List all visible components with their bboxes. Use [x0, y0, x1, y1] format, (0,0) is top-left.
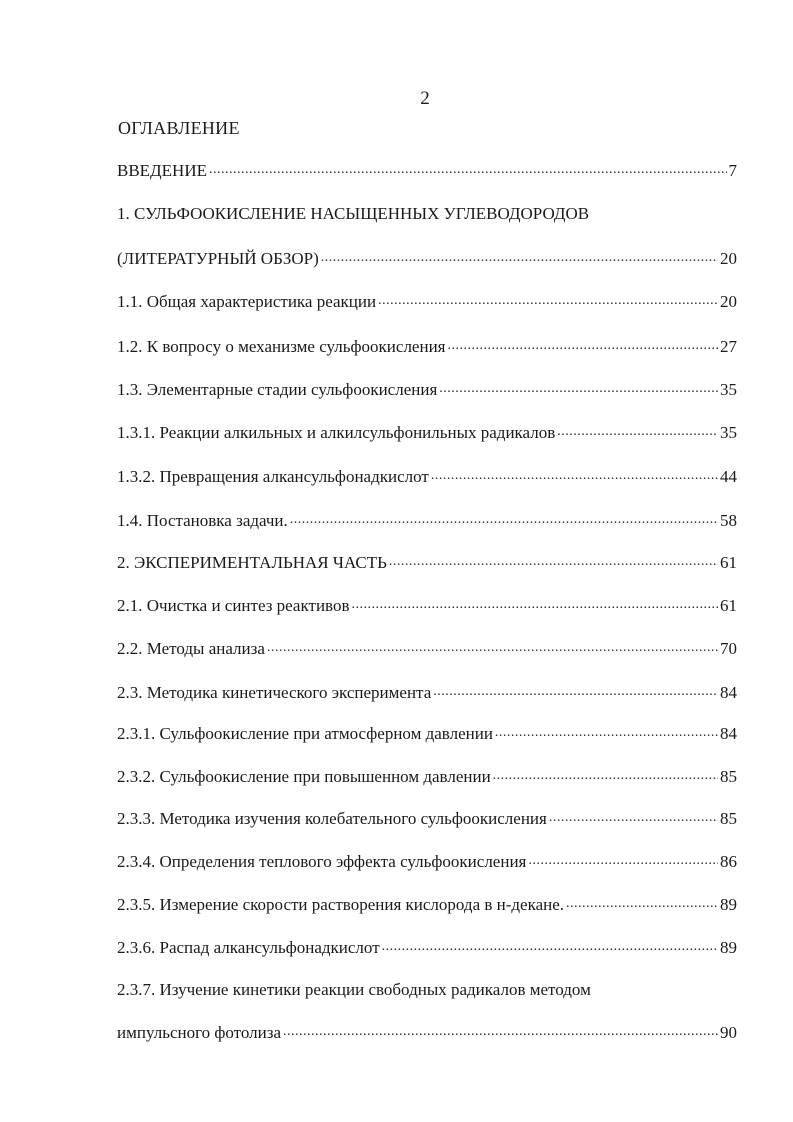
- dot-leader: [433, 684, 718, 698]
- toc-entry-page: 86: [720, 852, 737, 871]
- dot-leader: [431, 468, 718, 482]
- toc-entry-label: 1.3.2. Превращения алкансульфонадкислот: [117, 467, 429, 486]
- toc-entry-1-4[interactable]: [117, 510, 737, 532]
- toc-entry-page: 35: [720, 380, 737, 399]
- toc-entry-chapter-1[interactable]: [117, 203, 589, 225]
- toc-entry-2-3-5[interactable]: [117, 894, 737, 916]
- toc-entry-2-3-4[interactable]: [117, 851, 737, 873]
- toc-entry-label: (ЛИТЕРАТУРНЫЙ ОБЗОР): [117, 249, 319, 268]
- dot-leader: [389, 554, 718, 568]
- toc-entry-label: 2.3.3. Методика изучения колебательного сульфоокисления: [117, 809, 547, 828]
- toc-entry-page: 27: [720, 337, 737, 356]
- toc-entry-2-3-6[interactable]: [117, 937, 737, 959]
- dot-leader: [493, 768, 718, 782]
- toc-entry-page: 61: [720, 596, 737, 615]
- toc-entry-2-3-7-continued[interactable]: [117, 1022, 737, 1044]
- toc-entry-label: 2.3.7. Изучение кинетики реакции свободных радикалов методом: [117, 980, 591, 999]
- toc-entry-page: 89: [720, 895, 737, 914]
- dot-leader: [448, 338, 719, 352]
- dot-leader: [557, 424, 718, 438]
- toc-entry-label: 1. СУЛЬФООКИСЛЕНИЕ НАСЫЩЕННЫХ УГЛЕВОДОРОДОВ: [117, 204, 590, 223]
- dot-leader: [495, 725, 718, 739]
- toc-entry-label: ВВЕДЕНИЕ: [117, 161, 207, 180]
- toc-entry-page: 7: [728, 161, 737, 180]
- dot-leader: [321, 250, 718, 264]
- toc-entry-page: 70: [720, 639, 737, 658]
- toc-entry-label: 1.2. К вопросу о механизме сульфоокисления: [117, 337, 446, 356]
- toc-entry-label: 2.3.4. Определения теплового эффекта сульфоокисления: [117, 852, 527, 871]
- toc-entry-label: 2.3.5. Измерение скорости растворения кислорода в н-декане.: [117, 895, 565, 914]
- toc-entry-page: 89: [720, 938, 737, 957]
- toc-entry-page: 84: [720, 724, 737, 743]
- toc-entry-page: 85: [720, 767, 737, 786]
- toc-entry-page: 44: [720, 467, 737, 486]
- toc-heading: ОГЛАВЛЕНИЕ: [118, 118, 240, 138]
- dot-leader: [351, 597, 718, 611]
- dot-leader: [382, 939, 718, 953]
- toc-entry-label: импульсного фотолиза: [117, 1023, 281, 1042]
- toc-entry-page: 84: [720, 683, 737, 702]
- toc-entry-label: 1.3. Элементарные стадии сульфоокисления: [117, 380, 438, 399]
- toc-entry-1-3-1[interactable]: [117, 422, 737, 444]
- toc-entry-page: 58: [720, 511, 737, 530]
- toc-entry-1-3[interactable]: [117, 379, 737, 401]
- toc-entry-page: 35: [720, 423, 737, 442]
- toc-entry-2-3-7[interactable]: [117, 979, 591, 1001]
- toc-entry-page: 20: [720, 292, 737, 311]
- toc-entry-page: 61: [720, 553, 737, 572]
- toc-entry-1-1[interactable]: [117, 291, 737, 313]
- toc-entry-label: 2.1. Очистка и синтез реактивов: [117, 596, 350, 615]
- toc-entry-label: 2. ЭКСПЕРИМЕНТАЛЬНАЯ ЧАСТЬ: [117, 553, 387, 572]
- toc-entry-page: 85: [720, 809, 737, 828]
- dot-leader: [528, 853, 718, 867]
- page-number: 2: [420, 88, 430, 109]
- toc-entry-chapter-2[interactable]: [117, 552, 737, 574]
- toc-entry-label: 2.3.2. Сульфоокисление при повышенном давлении: [117, 767, 491, 786]
- dot-leader: [378, 293, 718, 307]
- toc-entry-2-2[interactable]: [117, 638, 737, 660]
- toc-entry-label: 2.3. Методика кинетического эксперимента: [117, 683, 432, 702]
- toc-entry-2-3-1[interactable]: [117, 723, 737, 745]
- toc-entry-label: 2.2. Методы анализа: [117, 639, 265, 658]
- dot-leader: [267, 640, 718, 654]
- toc-entry-2-3-2[interactable]: [117, 766, 737, 788]
- toc-entry-introduction[interactable]: [117, 160, 737, 182]
- dot-leader: [566, 896, 718, 910]
- dot-leader: [549, 810, 718, 824]
- toc-entry-literature-review[interactable]: [117, 248, 737, 270]
- toc-entry-page: 20: [720, 249, 737, 268]
- dot-leader: [290, 512, 718, 526]
- toc-entry-label: 1.4. Постановка задачи.: [117, 511, 288, 530]
- dot-leader: [283, 1024, 718, 1038]
- toc-entry-label: 2.3.1. Сульфоокисление при атмосферном давлении: [117, 724, 493, 743]
- toc-entry-2-1[interactable]: [117, 595, 737, 617]
- dot-leader: [439, 381, 718, 395]
- dot-leader: [209, 162, 727, 176]
- toc-entry-1-3-2[interactable]: [117, 466, 737, 488]
- toc-entry-label: 2.3.6. Распад алкансульфонадкислот: [117, 938, 380, 957]
- toc-entry-label: 1.3.1. Реакции алкильных и алкилсульфонильных радикалов: [117, 423, 556, 442]
- toc-entry-1-2[interactable]: [117, 336, 737, 358]
- toc-entry-label: 1.1. Общая характеристика реакции: [117, 292, 377, 311]
- toc-entry-page: 90: [720, 1023, 737, 1042]
- toc-entry-2-3[interactable]: [117, 682, 737, 704]
- toc-entry-2-3-3[interactable]: [117, 808, 737, 830]
